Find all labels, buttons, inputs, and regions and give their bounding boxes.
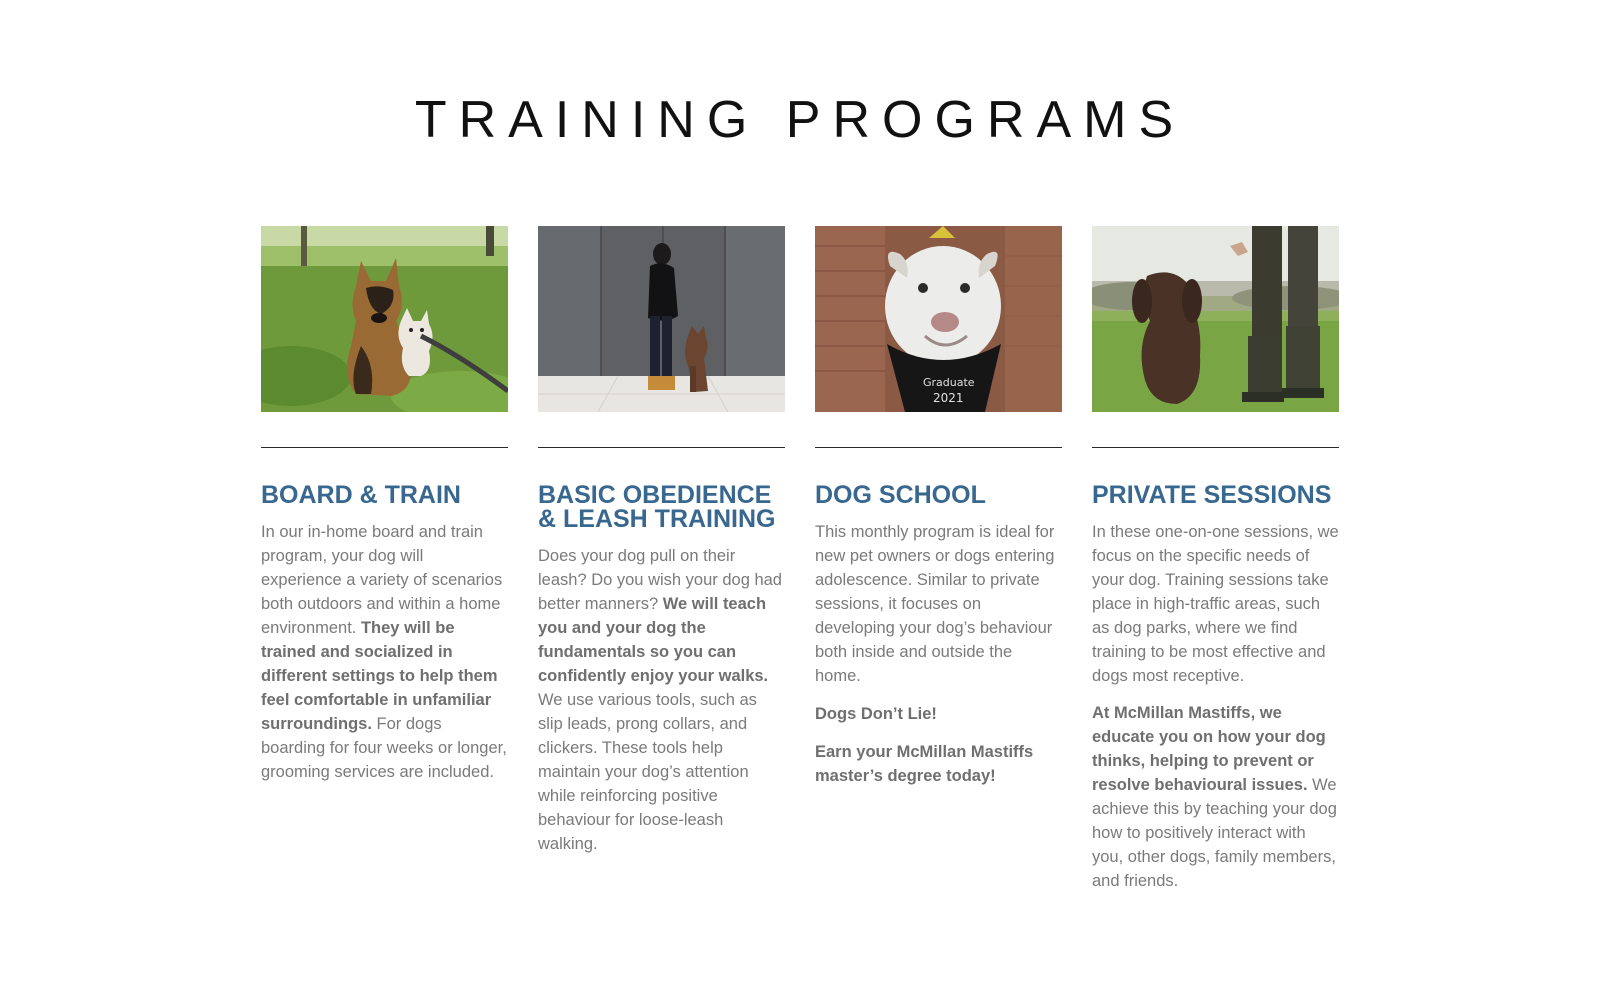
description-text: In our in-home board and train program, your dog will experience a variety of scenarios both outdoors and within a home environment. bbox=[261, 523, 503, 637]
description-highlight: They will be trained and socialized in different settings to help them feel comfortable in unfamiliar surroundings. bbox=[261, 619, 498, 733]
program-tagline: Dogs Don’t Lie! bbox=[815, 705, 937, 723]
program-heading: BOARD & TRAIN bbox=[261, 481, 461, 509]
program-heading: DOG SCHOOL bbox=[815, 481, 986, 509]
program-card-board-train bbox=[261, 226, 508, 893]
spaniel-and-owner-photo bbox=[1092, 226, 1339, 412]
program-description bbox=[261, 520, 508, 784]
programs-grid bbox=[261, 226, 1341, 893]
trainer-with-dog-photo bbox=[538, 226, 785, 412]
program-callout: Earn your McMillan Mastiffs master’s degree today! bbox=[815, 743, 1034, 785]
bandana-year: 2021 bbox=[933, 391, 964, 405]
divider bbox=[1092, 447, 1339, 448]
program-description bbox=[538, 544, 785, 856]
spaniel-and-owner-photo-illustration bbox=[1092, 226, 1339, 412]
divider bbox=[815, 447, 1062, 448]
shepherd-and-puppy-photo-illustration bbox=[261, 226, 508, 412]
description-highlight: We will teach you and your dog the fundamentals so you can confidently enjoy your walks. bbox=[538, 595, 769, 685]
shepherd-and-puppy-photo bbox=[261, 226, 508, 412]
program-description-extra bbox=[1092, 701, 1339, 893]
program-heading: BASIC OBEDIENCE & LEASH TRAINING bbox=[538, 481, 776, 533]
bandana-print: Graduate bbox=[923, 376, 975, 389]
program-card-dog-school bbox=[815, 226, 1062, 893]
graduate-dog-photo bbox=[815, 226, 1062, 412]
divider bbox=[538, 447, 785, 448]
program-card-private-sessions bbox=[1092, 226, 1339, 893]
description-text: Does your dog pull on their leash? Do you wish your dog had better manners? bbox=[538, 547, 782, 613]
program-heading: PRIVATE SESSIONS bbox=[1092, 481, 1332, 509]
trainer-with-dog-photo-illustration bbox=[538, 226, 785, 412]
description-text: For dogs boarding for four weeks or longer, grooming services are included. bbox=[261, 715, 507, 781]
description-text: We achieve this by teaching your dog how to positively interact with you, other dogs, family members, and friends. bbox=[1092, 776, 1337, 890]
description-highlight: At McMillan Mastiffs, we educate you on how your dog thinks, helping to prevent or resolve behavioural issues. bbox=[1092, 704, 1326, 794]
graduate-dog-photo-illustration bbox=[815, 226, 1062, 412]
program-description: This monthly program is ideal for new pet owners or dogs entering adolescence. Similar to private sessions, it focuses on developing your dog’s behaviour both inside and outside the home. bbox=[815, 523, 1055, 685]
program-description: In these one-on-one sessions, we focus on the specific needs of your dog. Training sessions take place in high-traffic areas, such as dog parks, where we find training to be most effective and dogs most receptive. bbox=[1092, 523, 1339, 685]
divider bbox=[261, 447, 508, 448]
section-title: TRAINING PROGRAMS bbox=[414, 91, 1186, 149]
program-card-basic-obedience bbox=[538, 226, 785, 893]
description-text: We use various tools, such as slip leads, prong collars, and clickers. These tools help maintain your dog’s attention while reinforcing positive behaviour for loose-leash walking. bbox=[538, 691, 757, 853]
